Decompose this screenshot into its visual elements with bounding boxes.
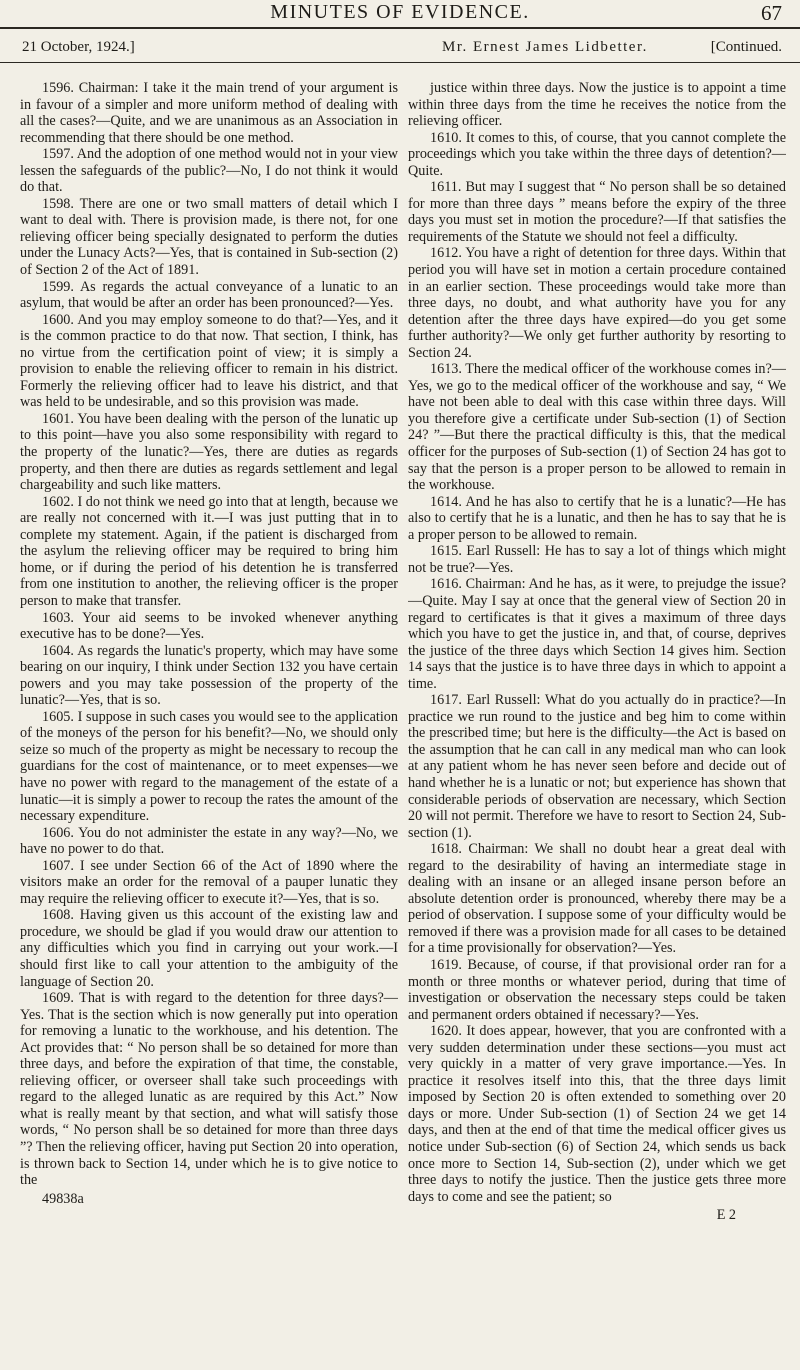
paragraph-1613: 1613. There the medical officer of the workhouse comes in?—Yes, we go to the medical officer of the workhouse and say, “ We have not been able to deal with this case within three days. Will you therefore give a certificate under Sub-section (1) of Section 24? ”—But there the practical difficulty is this, that the medical officer for the purposes of Sub-section (1) of Section 24 has got to say that the person is a proper person to be allowed to remain in the workhouse. [408,361,786,494]
running-head-title: MINUTES OF EVIDENCE. [270,1,530,23]
paragraph-1599: 1599. As regards the actual conveyance of a lunatic to an asylum, that would be after an order has been pronounced?—Yes. [20,278,398,312]
continued-marker: [Continued. [710,39,782,55]
paragraph-1609-continued: justice within three days. Now the justice is to appoint a time within three days from the time he receives the notice from the relieving officer. [408,80,786,130]
signature-mark: E 2 [716,1207,736,1224]
paragraph-1617: 1617. Earl Russell: What do you actually do in practice?—In practice we run round to the justice and beg him to come within the prescribed time; but here is the difficulty—the Act is based on the assumption that he can call in any medical man who can look at any patient whom he has never seen before and decide out of hand whether he is a lunatic or not; but experience has shown that considerable periods of observation are necessary, which Section 20 will not permit. Therefore we have to resort to Section 24, Sub-section (1). [408,692,786,841]
paragraph-1618: 1618. Chairman: We shall no doubt hear a great deal with regard to the desirability of having an intermediate stage in dealing with an insane or an alleged insane person before an absolute detention order is pronounced, whereby there may be a period of observation. I suppose some of your difficulty would be removed if there was a provision made for all cases to be detained for a time provisionally for observation?—Yes. [408,841,786,957]
paragraph-1600: 1600. And you may employ someone to do that?—Yes, and it is the common practice to do that now. That section, I think, has no virtue from the certification point of view; it is simply a provision to enable the relieving officer to remain in his district. Formerly the relieving officer had to leave his district, and that was held to be undesirable, and so this provision was made. [20,311,398,411]
paragraph-1616: 1616. Chairman: And he has, as it were, to prejudge the issue?—Quite. May I say at once that the general view of Section 20 in regard to certificates is that it gives a maximum of three days which you have to get the justice in, and that, of course, deprives the justice of the three days which Section 14 gives him. Section 14 says that the justice is to have three days in which to appoint a time. [408,576,786,692]
paragraph-1604: 1604. As regards the lunatic's property, which may have some bearing on our inquiry, I think under Section 132 you have certain powers and you may take possession of the property of the lunatic?—Yes, that is so. [20,642,398,709]
paragraph-1606: 1606. You do not administer the estate in any way?—No, we have no power to do that. [20,824,398,858]
paragraph-1605: 1605. I suppose in such cases you would see to the application of the moneys of the person for his benefit?—No, we should only seize so much of the property as might be necessary to recoup the guardians for the cost of maintenance, or to meet expenses—we have no power with regard to the management of the estate of a lunatic—it is simply a power to recoup the rates the amount of the necessary expenditure. [20,708,398,825]
paragraph-1598: 1598. There are one or two small matters of detail which I want to deal with. There is provision made, is there not, for one relieving officer being specially designated to perform the duties under the Lunacy Acts?—Yes, that is contained in Sub-section (2) of Section 2 of the Act of 1891. [20,195,398,279]
page-number: 67 [761,1,782,25]
running-head [0,0,800,24]
paragraph-1608: 1608. Having given us this account of the existing law and procedure, we should be glad if you would draw our attention to any difficulties which you find in carrying out your work.—I should first like to call your attention to the ambiguity of the language of Section 20. [20,907,398,990]
print-code: 49838a [42,1190,84,1207]
paragraph-1597: 1597. And the adoption of one method would not in your view lessen the safeguards of the public?—No, I do not think it would do that. [20,146,398,196]
left-column [20,80,398,1362]
witness-name: Mr. Ernest James Lidbetter. [442,39,648,55]
paragraph-1602: 1602. I do not think we need go into that at length, because we are really not concerned with it.—I was just putting that in to complete my statement. Again, if the patient is discharged from the asylum the relieving officer may be required to bring him home, or if during the period of his detention he is transferred from one institution to another, the relieving officer is the proper person to make that transfer. [20,493,398,609]
header-top-rule [0,27,800,29]
paragraph-1614: 1614. And he has also to certify that he is a lunatic?—He has also to certify that he is a lunatic, and then he has to say that he is a proper person to be allowed to remain. [408,493,786,543]
paragraph-1607: 1607. I see under Section 66 of the Act of 1890 where the visitors make an order for the removal of a pauper lunatic they may require the relieving officer to execute it?—Yes, that is so. [20,857,398,907]
paragraph-1620: 1620. It does appear, however, that you are confronted with a very sudden determination under these sections—you must act very quickly in a matter of very grave importance.—Yes. In practice it resolves itself into this, that the three days limit imposed by Section 20 is often extended to something over 20 days or more. Under Sub-section (1) of Section 24 we get 14 days, and then at the end of that time the medical officer gives us notice under Sub-section (6) of Section 24, which sends us back once more to Section 14, Sub-section (2), under which we get three days to notify the justice. Then the justice gets three more days to come and see the patient; so [408,1023,786,1205]
paragraph-1619: 1619. Because, of course, if that provisional order ran for a month or three months or whatever period, during that time of investigation or observation the necessary steps could be taken and permanent orders obtained if necessary?—Yes. [408,956,786,1023]
paragraph-1609: 1609. That is with regard to the detention for three days?—Yes. That is the section which is now generally put into operation for removing a lunatic to the workhouse, and his detention. The Act provides that: “ No person shall be so detained for more than three days, and before the expiration of that time, the constable, relieving officer, or overseer shall take such proceedings with regard to the alleged lunatic as are required by this Act.” Now what is really meant by that section, and what will satisfy those words, “ No person shall be so detained for more than three days ”? Then the relieving officer, having put Section 20 into operation, is thrown back to Section 14, under which he is to give notice to the [20,990,398,1189]
header-bottom-rule [0,62,800,63]
paragraph-1596: 1596. Chairman: I take it the main trend of your argument is in favour of a simpler and more uniform method of dealing with all the cases?—Quite, and we are unanimous as an Association in recommending that there should be one method. [20,80,398,146]
right-column [408,80,786,1362]
paragraph-1603: 1603. Your aid seems to be invoked whenever anything executive has to be done?—Yes. [20,609,398,643]
paragraph-1615: 1615. Earl Russell: He has to say a lot of things which might not be true?—Yes. [408,543,786,576]
paragraph-1611: 1611. But may I suggest that “ No person shall be so detained for more than three days ” means before the expiry of the three days you must set in motion the procedure?—If that satisfies the requirements of the Statute we should not feel a difficulty. [408,179,786,245]
paragraph-1612: 1612. You have a right of detention for three days. Within that period you will have set in motion a certain procedure contained in an earlier section. These proceedings would take more than three days, no doubt, and what authority have you for any detention after the three days have expired—do you get some further authority?—We only get further authority by resorting to Section 24. [408,245,786,361]
dateline [22,36,782,58]
paragraph-1610: 1610. It comes to this, of course, that you cannot complete the proceedings which you take within the three days of detention?—Quite. [408,129,786,179]
paragraph-1601: 1601. You have been dealing with the person of the lunatic up to this point—have you also some responsibility with regard to the property of the lunatic?—Yes, there are duties as regards property, and then there are duties as regards settlement and legal chargeability and such like matters. [20,410,398,494]
hearing-date: 21 October, 1924.] [22,39,135,55]
